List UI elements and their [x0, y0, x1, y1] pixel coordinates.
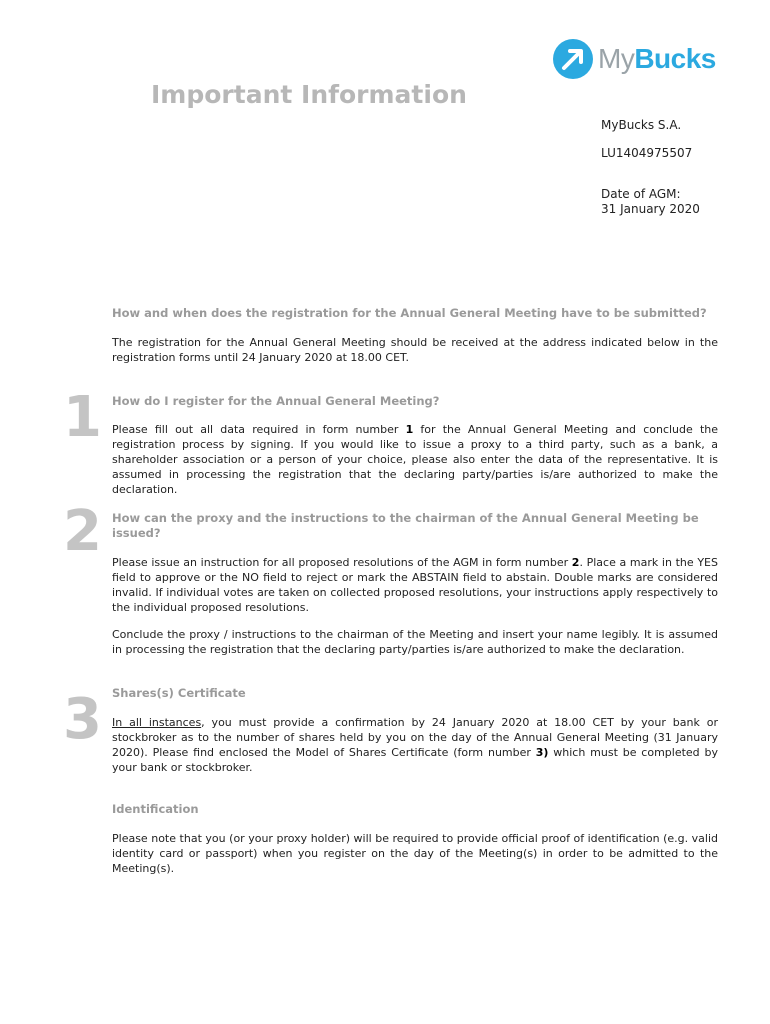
registration-deadline-heading: How and when does the registration for the Annual General Meeting have to be submitted?	[112, 306, 707, 320]
company-name: MyBucks S.A.	[601, 118, 682, 132]
mybucks-logo	[552, 38, 716, 80]
registration-deadline-text: The registration for the Annual General Meeting should be received at the address indicated below in the registration forms until 24 January 2020 at 18.00 CET.	[112, 336, 718, 364]
agm-date-label: Date of AGM:	[601, 187, 681, 201]
in-all-instances: In all instances	[112, 716, 202, 729]
isin-code: LU1404975507	[601, 146, 693, 160]
proxy-heading: How can the proxy and the instructions to the chairman of the Annual General Meeting be issued?	[112, 511, 699, 540]
proxy-conclude-text: Conclude the proxy / instructions to the chairman of the Meeting and insert your name legibly. It is assumed in processing the registration that the declaring party/parties is/are authorized to make the declaration.	[112, 628, 718, 656]
form-number-1: 1	[405, 423, 414, 436]
proxy-text: Please issue an instruction for all proposed resolutions of the AGM in form number 2. Place a mark in the YES field to approve or the NO field to reject or mark the ABSTAIN field to abstain. Double marks are considered invalid. If individual votes are taken on collected proposed resolutions, your instructions apply respectively to the individual proposed resolutions.	[112, 556, 718, 614]
agm-date-value: 31 January 2020	[601, 202, 700, 216]
section-number-3: 3	[63, 687, 102, 752]
page-title: Important Information	[151, 80, 467, 109]
logo-wordmark: MyBucks	[598, 43, 716, 74]
mybucks-arrow-icon	[552, 38, 594, 80]
form-number-2: 2	[571, 556, 580, 569]
register-text: Please fill out all data required in form number 1 for the Annual General Meeting and conclude the registration process by signing. If you would like to issue a proxy to a third party, such as a bank, a shareholder association or a person of your choice, please also enter the data of the representative. It is assumed in processing the registration that the declaring party/parties is/are authorized to make the declaration.	[112, 423, 718, 496]
identification-text: Please note that you (or your proxy holder) will be required to provide official proof of identification (e.g. valid identity card or passport) when you register on the day of the Meeting(s) in order to be admitted to the Meeting(s).	[112, 832, 718, 875]
share-certificate-text: In all instances, you must provide a confirmation by 24 January 2020 at 18.00 CET by your bank or stockbroker as to the number of shares held by you on the day of the Annual General Meeting (31 January 2020). Please find enclosed the Model of Shares Certificate (form number 3) which must be completed by your bank or stockbroker.	[112, 716, 718, 774]
form-number-3: 3)	[535, 746, 549, 759]
section-number-2: 2	[63, 499, 102, 564]
identification-heading: Identification	[112, 802, 199, 816]
register-heading: How do I register for the Annual General Meeting?	[112, 394, 440, 408]
meeting-details	[601, 118, 700, 217]
section-number-1: 1	[63, 385, 102, 450]
share-certificate-heading: Shares(s) Certificate	[112, 686, 246, 700]
